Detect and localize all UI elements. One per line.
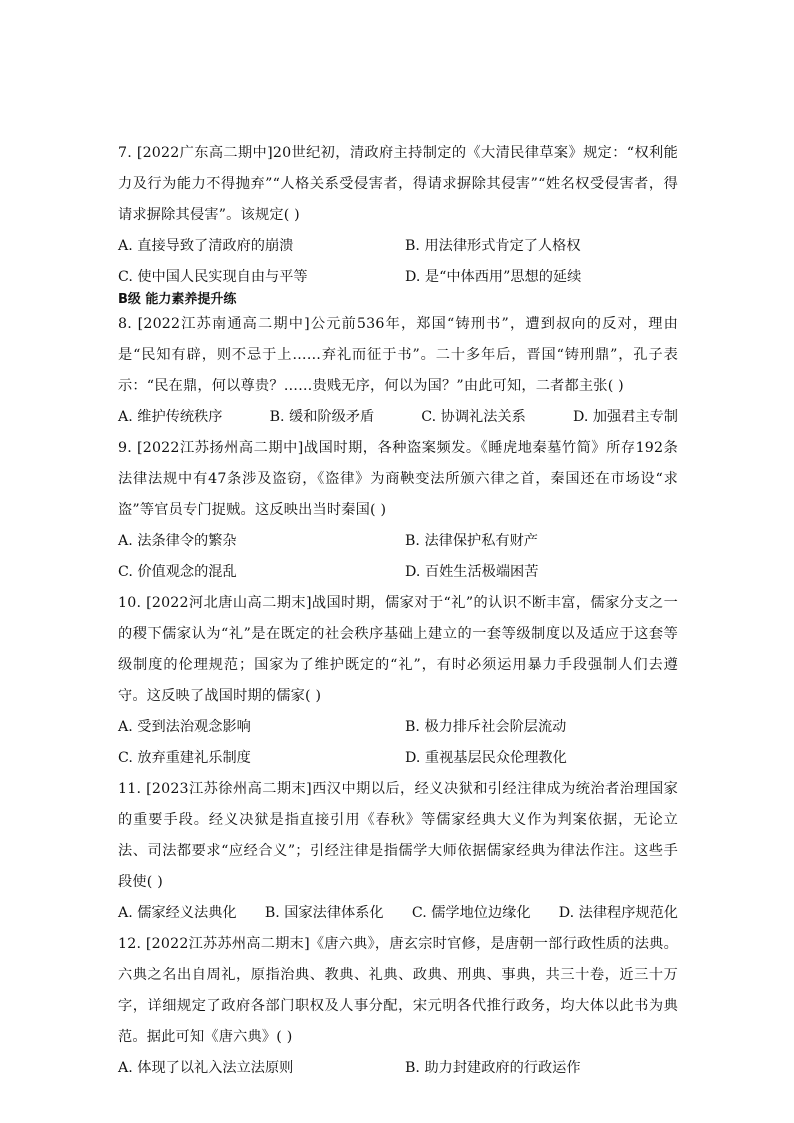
question-9-option-a[interactable]: A. 法条律令的繁杂 [118,533,237,549]
question-11-options [118,898,678,929]
question-10-option-d[interactable]: D. 重视基层民众伦理教化 [405,750,567,766]
question-8-stem: 8. [2022江苏南通高二期中]公元前536年，郑国“铸刑书”，遭到叔向的反对，理由是“民知有辟，则不忌于上……弃礼而征于书”。二十多年后，晋国“铸刑鼎”，孔子表示：“民在鼎，何以尊贵？……贵贱无序，何以为国？”由此可知，二者都主张( ) [118,316,678,394]
question-7-option-a[interactable]: A. 直接导致了清政府的崩溃 [118,238,294,254]
question-10-option-a[interactable]: A. 受到法治观念影响 [118,719,251,735]
question-7-option-b[interactable]: B. 用法律形式肯定了人格权 [405,238,581,254]
question-11-option-c[interactable]: C. 儒学地位边缘化 [411,905,531,921]
question-11-option-d[interactable]: D. 法律程序规范化 [558,905,678,921]
question-11-option-a[interactable]: A. 儒家经义法典化 [118,905,237,921]
question-8-option-a[interactable]: A. 维护传统秩序 [118,409,223,425]
question-10-option-b[interactable]: B. 极力排斥社会阶层流动 [405,719,567,735]
question-9-option-d[interactable]: D. 百姓生活极端困苦 [405,564,539,580]
question-7-options [118,231,678,293]
question-10 [118,588,678,774]
document-page [118,138,678,1084]
section-b-heading: B级 能力素养提升练 [118,292,237,307]
question-12-option-b[interactable]: B. 助力封建政府的行政运作 [405,1060,581,1076]
question-12-option-a[interactable]: A. 体现了以礼入法立法原则 [118,1060,294,1076]
question-9-option-c[interactable]: C. 价值观念的混乱 [118,564,237,580]
question-8 [118,309,678,433]
question-11 [118,774,678,929]
question-9-options [118,526,678,588]
question-10-option-c[interactable]: C. 放弃重建礼乐制度 [118,750,251,766]
question-12-stem: 12. [2022江苏苏州高二期末]《唐六典》，唐玄宗时官修，是唐朝一部行政性质的法典。六典之名出自周礼，原指治典、教典、礼典、政典、刑典、事典，共三十卷，近三十万字，详细规定了政府各部门职权及人事分配，宋元明各代推行政务，均大体以此书为典范。据此可知《唐六典》( ) [118,936,678,1045]
question-11-stem: 11. [2023江苏徐州高二期末]西汉中期以后，经义决狱和引经注律成为统治者治理国家的重要手段。经义决狱是指直接引用《春秋》等儒家经典大义作为判案依据，无论立法、司法都要求“应经合义”；引经注律是指儒学大师依据儒家经典为律法作注。这些手段使( ) [118,781,678,890]
question-11-option-b[interactable]: B. 国家法律体系化 [264,905,384,921]
question-7-option-c[interactable]: C. 使中国人民实现自由与平等 [118,269,308,285]
question-7-stem: 7. [2022广东高二期中]20世纪初，清政府主持制定的《大清民律草案》规定：“权利能力及行为能力不得抛弃”“人格关系受侵害者，得请求摒除其侵害”“姓名权受侵害者，得请求摒除其侵害”。该规定( ) [118,145,678,223]
question-8-option-c[interactable]: C. 协调礼法关系 [421,409,526,425]
question-12-options [118,1053,678,1084]
question-7-option-d[interactable]: D. 是“中体西用”思想的延续 [405,269,582,285]
question-9 [118,433,678,588]
question-8-options [118,402,678,433]
question-10-stem: 10. [2022河北唐山高二期末]战国时期，儒家对于“礼”的认识不断丰富，儒家分支之一的稷下儒家认为“礼”是在既定的社会秩序基础上建立的一套等级制度以及适应于这套等级制度的伦理规范；国家为了维护既定的“礼”，有时必须运用暴力手段强制人们去遵守。这反映了战国时期的儒家( ) [118,595,678,704]
question-9-option-b[interactable]: B. 法律保护私有财产 [405,533,538,549]
question-10-options [118,712,678,774]
question-7 [118,138,678,293]
question-8-option-d[interactable]: D. 加强君主专制 [572,409,678,425]
question-8-option-b[interactable]: B. 缓和阶级矛盾 [269,409,375,425]
question-9-stem: 9. [2022江苏扬州高二期中]战国时期，各种盗案频发。《睡虎地秦墓竹简》所存192条法律法规中有47条涉及盗窃，《盗律》为商鞅变法所颁六律之首，秦国还在市场设“求盗”等官员专门捉贼。这反映出当时秦国( ) [118,440,678,518]
question-12 [118,929,678,1084]
